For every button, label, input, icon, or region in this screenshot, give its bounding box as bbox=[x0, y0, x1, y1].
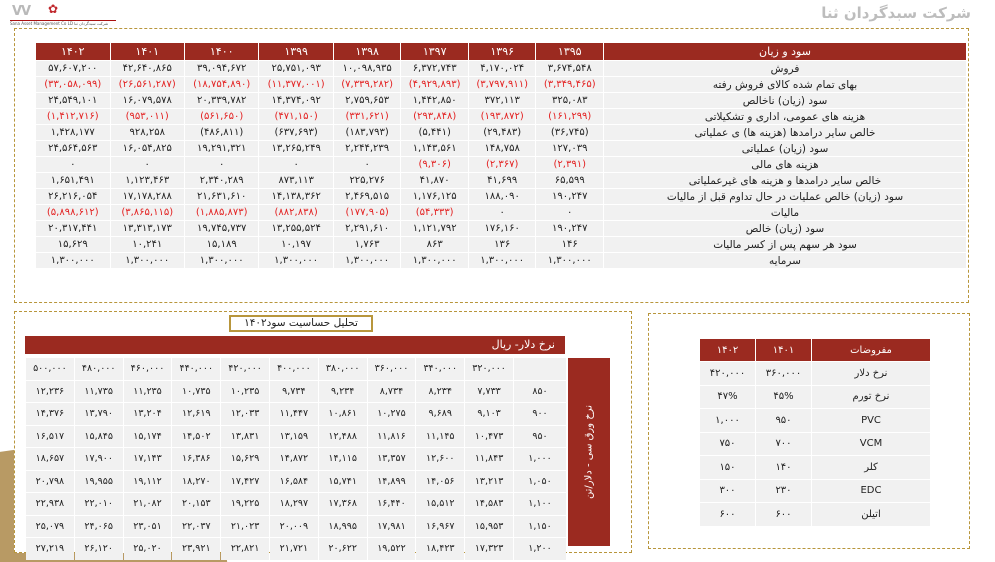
value-cell: (۵,۸۹۸,۶۱۲) bbox=[36, 205, 110, 220]
profit-cell: ۲۰,۷۹۸ bbox=[26, 471, 74, 493]
table-row bbox=[26, 516, 566, 538]
table-row bbox=[700, 480, 930, 503]
table-row bbox=[36, 221, 966, 236]
profit-cell: ۱۳,۷۹۰ bbox=[75, 403, 123, 425]
sensitivity-table bbox=[25, 357, 567, 561]
row-label: سود (زیان) ناخالص bbox=[604, 93, 966, 108]
profit-cell: ۱۷,۴۲۷ bbox=[221, 471, 269, 493]
profit-cell: ۲۰,۱۵۳ bbox=[172, 493, 220, 515]
row-label: فروش bbox=[604, 61, 966, 76]
value-cell: ۱,۳۰۰,۰۰۰ bbox=[36, 253, 110, 268]
assumption-label: نرخ تورم bbox=[812, 386, 930, 409]
value-cell: (۳۳۱,۶۲۱) bbox=[334, 109, 401, 124]
value-cell: ۲,۲۹۱,۶۱۰ bbox=[334, 221, 401, 236]
value-cell: (۳۳,۰۵۸,۰۹۹) bbox=[36, 77, 110, 92]
value-cell: (۴,۹۲۹,۸۹۳) bbox=[401, 77, 468, 92]
profit-cell: ۱۰,۷۳۵ bbox=[172, 381, 220, 403]
profit-cell: ۲۰,۶۲۲ bbox=[319, 538, 367, 560]
table-row bbox=[26, 381, 566, 403]
profit-cell: ۱۲,۰۳۳ bbox=[221, 403, 269, 425]
value-cell: ۱۵,۱۸۹ bbox=[185, 237, 258, 252]
value-cell: ۱۶,۰۷۹,۵۷۸ bbox=[111, 93, 184, 108]
assumptions-panel bbox=[648, 313, 970, 549]
assumption-value: ۴۲۰,۰۰۰ bbox=[700, 362, 755, 385]
profit-cell: ۱۵,۵۱۲ bbox=[416, 493, 464, 515]
assumption-label: اتیلن bbox=[812, 503, 930, 526]
value-cell: ۳۲۵,۰۸۳ bbox=[536, 93, 603, 108]
profit-cell: ۲۳,۹۲۱ bbox=[172, 538, 220, 560]
profit-cell: ۱۴,۸۷۲ bbox=[270, 448, 318, 470]
sheet-price-row-header: ۹۰۰ bbox=[514, 403, 566, 425]
table-row bbox=[36, 61, 966, 76]
profit-cell: ۱۱,۲۳۵ bbox=[124, 381, 172, 403]
value-cell: ۲۰,۳۳۹,۷۸۲ bbox=[185, 93, 258, 108]
dollar-rate-column-header: ۴۰۰,۰۰۰ bbox=[270, 358, 318, 380]
profit-cell: ۱۸,۲۹۷ bbox=[270, 493, 318, 515]
assumption-value: ۳۰۰ bbox=[700, 480, 755, 503]
value-cell: (۳,۸۶۵,۱۱۵) bbox=[111, 205, 184, 220]
table-row bbox=[26, 471, 566, 493]
value-cell: ۱۷۶,۱۶۰ bbox=[469, 221, 536, 236]
profit-cell: ۱۶,۵۱۷ bbox=[26, 426, 74, 448]
assumption-label: کلر bbox=[812, 456, 930, 479]
value-cell: ۲,۷۵۹,۶۵۳ bbox=[334, 93, 401, 108]
assumption-label: VCM bbox=[812, 433, 930, 456]
company-name: شرکت سبدگردان ثنا bbox=[821, 4, 971, 22]
value-cell: (۱,۸۸۵,۸۷۳) bbox=[185, 205, 258, 220]
value-cell: ۱,۳۰۰,۰۰۰ bbox=[536, 253, 603, 268]
column-header-year: ۱۴۰۱ bbox=[756, 339, 811, 361]
value-cell: ۰ bbox=[536, 205, 603, 220]
value-cell: ۱,۳۰۰,۰۰۰ bbox=[111, 253, 184, 268]
dollar-rate-column-header: ۵۰۰,۰۰۰ bbox=[26, 358, 74, 380]
profit-cell: ۱۷,۳۶۸ bbox=[319, 493, 367, 515]
assumption-value: ۱۴۰ bbox=[756, 456, 811, 479]
column-header-year: ۱۳۹۷ bbox=[401, 43, 468, 60]
value-cell: (۳,۳۴۹,۴۶۵) bbox=[536, 77, 603, 92]
value-cell: (۱۹۳,۸۷۲) bbox=[469, 109, 536, 124]
column-header-year: ۱۴۰۰ bbox=[185, 43, 258, 60]
dollar-rate-column-header: ۴۴۰,۰۰۰ bbox=[172, 358, 220, 380]
value-cell: ۸۷۳,۱۱۳ bbox=[259, 173, 332, 188]
value-cell: ۰ bbox=[259, 157, 332, 172]
profit-cell: ۲۵,۰۲۰ bbox=[124, 538, 172, 560]
value-cell: (۱۸,۷۵۴,۸۹۰) bbox=[185, 77, 258, 92]
table-row bbox=[26, 448, 566, 470]
table-row bbox=[26, 493, 566, 515]
dollar-rate-column-header: ۳۶۰,۰۰۰ bbox=[368, 358, 416, 380]
value-cell: ۱,۱۲۱,۷۹۲ bbox=[401, 221, 468, 236]
row-label: خالص سایر درامدها (هزینه ها) ی عملیاتی bbox=[604, 125, 966, 140]
profit-cell: ۱۶,۹۶۷ bbox=[416, 516, 464, 538]
profit-cell: ۲۱,۰۲۳ bbox=[221, 516, 269, 538]
dollar-rate-column-header: ۳۲۰,۰۰۰ bbox=[465, 358, 513, 380]
profit-cell: ۹,۲۳۴ bbox=[319, 381, 367, 403]
profit-cell: ۱۹,۲۲۵ bbox=[221, 493, 269, 515]
profit-cell: ۱۷,۳۲۳ bbox=[465, 538, 513, 560]
value-cell: ۱,۱۴۳,۵۶۱ bbox=[401, 141, 468, 156]
column-header-year: ۱۳۹۶ bbox=[469, 43, 536, 60]
value-cell: (۱۱,۳۷۷,۰۰۱) bbox=[259, 77, 332, 92]
row-label: هزینه های مالی bbox=[604, 157, 966, 172]
value-cell: (۲,۳۹۱) bbox=[536, 157, 603, 172]
value-cell: ۱,۱۲۳,۴۶۳ bbox=[111, 173, 184, 188]
assumptions-table bbox=[699, 338, 931, 527]
column-header-year: ۱۳۹۹ bbox=[259, 43, 332, 60]
value-cell: ۲۰,۳۱۷,۴۴۱ bbox=[36, 221, 110, 236]
assumption-label: نرخ دلار bbox=[812, 362, 930, 385]
sheet-price-row-header: ۱,۱۵۰ bbox=[514, 516, 566, 538]
value-cell: ۱۴۶ bbox=[536, 237, 603, 252]
value-cell: ۱۴۸,۷۵۸ bbox=[469, 141, 536, 156]
profit-cell: ۱۴,۸۹۹ bbox=[368, 471, 416, 493]
value-cell: ۱,۶۵۱,۴۹۱ bbox=[36, 173, 110, 188]
profit-cell: ۲۲,۸۲۱ bbox=[221, 538, 269, 560]
row-label: مالیات bbox=[604, 205, 966, 220]
value-cell: ۱۹,۲۹۱,۳۲۱ bbox=[185, 141, 258, 156]
profit-cell: ۲۴,۰۶۵ bbox=[75, 516, 123, 538]
profit-cell: ۱۱,۸۴۳ bbox=[465, 448, 513, 470]
value-cell: ۸۶۳ bbox=[401, 237, 468, 252]
value-cell: ۲۴,۵۴۹,۱۰۱ bbox=[36, 93, 110, 108]
table-header-row bbox=[36, 43, 966, 60]
value-cell: ۰ bbox=[111, 157, 184, 172]
value-cell: (۶۳۷,۶۹۳) bbox=[259, 125, 332, 140]
profit-cell: ۲۲,۰۱۰ bbox=[75, 493, 123, 515]
profit-cell: ۱۲,۶۱۹ bbox=[172, 403, 220, 425]
dollar-rate-axis-header: نرخ دلار- ریال bbox=[25, 336, 565, 354]
value-cell: ۵۷,۶۰۷,۲۰۰ bbox=[36, 61, 110, 76]
value-cell: ۱۲۷,۰۳۹ bbox=[536, 141, 603, 156]
profit-cell: ۷,۷۳۳ bbox=[465, 381, 513, 403]
dollar-rate-column-header: ۴۲۰,۰۰۰ bbox=[221, 358, 269, 380]
value-cell: ۱,۳۰۰,۰۰۰ bbox=[401, 253, 468, 268]
column-header-year: ۱۳۹۵ bbox=[536, 43, 603, 60]
value-cell: ۶۵,۵۹۹ bbox=[536, 173, 603, 188]
sheet-price-row-header: ۱,۱۰۰ bbox=[514, 493, 566, 515]
table-row bbox=[26, 403, 566, 425]
value-cell: ۴۱,۸۷۰ bbox=[401, 173, 468, 188]
value-cell: (۳,۷۹۷,۹۱۱) bbox=[469, 77, 536, 92]
value-cell: (۲۹۳,۸۴۸) bbox=[401, 109, 468, 124]
profit-cell: ۱۶,۳۸۶ bbox=[172, 448, 220, 470]
value-cell: ۱۰,۰۹۸,۹۳۵ bbox=[334, 61, 401, 76]
logo-caption: Sana Asset Management Co LD شرکت سبدگردان ثنا bbox=[10, 20, 116, 26]
profit-cell: ۱۶,۴۴۰ bbox=[368, 493, 416, 515]
profit-cell: ۲۳,۰۵۱ bbox=[124, 516, 172, 538]
column-header-label: مفروضات bbox=[812, 339, 930, 361]
table-row bbox=[36, 253, 966, 268]
table-row bbox=[36, 189, 966, 204]
value-cell: ۶,۳۷۲,۷۴۳ bbox=[401, 61, 468, 76]
row-label: خالص سایر درامدها و هزینه های غیرعملیاتی bbox=[604, 173, 966, 188]
profit-cell: ۱۵,۶۲۹ bbox=[221, 448, 269, 470]
profit-cell: ۱۳,۲۰۴ bbox=[124, 403, 172, 425]
table-row bbox=[36, 157, 966, 172]
column-header-year: ۱۴۰۲ bbox=[36, 43, 110, 60]
value-cell: ۹۲۸,۲۵۸ bbox=[111, 125, 184, 140]
profit-cell: ۱۹,۱۱۲ bbox=[124, 471, 172, 493]
value-cell: ۲۶,۲۱۶,۰۵۴ bbox=[36, 189, 110, 204]
company-logo bbox=[8, 2, 118, 26]
profit-cell: ۱۵,۱۷۴ bbox=[124, 426, 172, 448]
table-row bbox=[26, 538, 566, 560]
income-statement-panel bbox=[14, 28, 969, 303]
table-header-row bbox=[700, 339, 930, 361]
value-cell: ۱,۴۴۲,۸۵۰ bbox=[401, 93, 468, 108]
value-cell: ۱۶,۰۵۴,۸۲۵ bbox=[111, 141, 184, 156]
value-cell: (۹,۳۰۶) bbox=[401, 157, 468, 172]
profit-cell: ۱۱,۴۴۷ bbox=[270, 403, 318, 425]
assumption-value: ۴۵% bbox=[756, 386, 811, 409]
row-label: سرمایه bbox=[604, 253, 966, 268]
table-row bbox=[700, 409, 930, 432]
assumption-label: EDC bbox=[812, 480, 930, 503]
value-cell: (۹۵۳,۰۱۱) bbox=[111, 109, 184, 124]
value-cell: ۲,۲۴۴,۲۳۹ bbox=[334, 141, 401, 156]
profit-cell: ۲۶,۱۲۰ bbox=[75, 538, 123, 560]
profit-cell: ۱۰,۲۳۵ bbox=[221, 381, 269, 403]
row-label: سود (زیان) خالص bbox=[604, 221, 966, 236]
profit-cell: ۱۷,۱۴۳ bbox=[124, 448, 172, 470]
assumption-label: PVC bbox=[812, 409, 930, 432]
profit-cell: ۱۴,۰۵۶ bbox=[416, 471, 464, 493]
column-header-year: ۱۴۰۲ bbox=[700, 339, 755, 361]
table-row bbox=[36, 93, 966, 108]
value-cell: ۴۲,۶۴۰,۸۶۵ bbox=[111, 61, 184, 76]
value-cell: (۲,۳۶۷) bbox=[469, 157, 536, 172]
profit-cell: ۱۹,۵۲۲ bbox=[368, 538, 416, 560]
profit-cell: ۱۴,۵۸۳ bbox=[465, 493, 513, 515]
value-cell: (۱۶۱,۲۹۹) bbox=[536, 109, 603, 124]
income-statement-table bbox=[35, 42, 967, 269]
sheet-price-row-header: ۱,۰۰۰ bbox=[514, 448, 566, 470]
value-cell: ۲,۳۴۰,۲۸۹ bbox=[185, 173, 258, 188]
value-cell: ۱۳,۲۶۵,۲۴۹ bbox=[259, 141, 332, 156]
table-row bbox=[700, 362, 930, 385]
assumption-value: ۶۰۰ bbox=[756, 503, 811, 526]
value-cell: ۳۷۲,۱۱۳ bbox=[469, 93, 536, 108]
value-cell: ۰ bbox=[185, 157, 258, 172]
profit-cell: ۱۳,۸۳۱ bbox=[221, 426, 269, 448]
assumption-value: ۳۶۰,۰۰۰ bbox=[756, 362, 811, 385]
profit-cell: ۲۵,۰۷۹ bbox=[26, 516, 74, 538]
value-cell: ۱۷,۱۷۸,۲۸۸ bbox=[111, 189, 184, 204]
profit-cell: ۲۰,۰۰۹ bbox=[270, 516, 318, 538]
profit-cell: ۱۵,۷۴۱ bbox=[319, 471, 367, 493]
profit-cell: ۱۱,۷۳۵ bbox=[75, 381, 123, 403]
profit-cell: ۲۲,۹۳۸ bbox=[26, 493, 74, 515]
profit-cell: ۲۱,۰۸۲ bbox=[124, 493, 172, 515]
table-row bbox=[36, 77, 966, 92]
profit-cell: ۱۶,۵۸۴ bbox=[270, 471, 318, 493]
value-cell: ۱۹,۷۴۵,۷۳۷ bbox=[185, 221, 258, 236]
value-cell: ۳,۶۷۴,۵۴۸ bbox=[536, 61, 603, 76]
profit-cell: ۹,۷۳۴ bbox=[270, 381, 318, 403]
column-header-label: سود و زیان bbox=[604, 43, 966, 60]
value-cell: ۱۹۰,۲۴۷ bbox=[536, 189, 603, 204]
value-cell: (۱۸۳,۷۹۳) bbox=[334, 125, 401, 140]
profit-cell: ۱۷,۹۰۰ bbox=[75, 448, 123, 470]
value-cell: (۵۴,۳۳۳) bbox=[401, 205, 468, 220]
value-cell: ۱۴,۳۷۴,۰۹۲ bbox=[259, 93, 332, 108]
profit-cell: ۱۸,۹۹۵ bbox=[319, 516, 367, 538]
value-cell: ۱۴,۱۳۸,۳۶۲ bbox=[259, 189, 332, 204]
profit-cell: ۱۸,۴۲۳ bbox=[416, 538, 464, 560]
profit-cell: ۸,۲۳۴ bbox=[416, 381, 464, 403]
value-cell: ۱۰,۱۹۷ bbox=[259, 237, 332, 252]
dollar-rate-column-header: ۳۸۰,۰۰۰ bbox=[319, 358, 367, 380]
profit-cell: ۲۱,۷۲۱ bbox=[270, 538, 318, 560]
logo-mark: VV bbox=[12, 4, 31, 19]
profit-cell: ۱۲,۶۰۰ bbox=[416, 448, 464, 470]
value-cell: (۵,۴۴۱) bbox=[401, 125, 468, 140]
value-cell: ۲,۴۶۹,۵۱۵ bbox=[334, 189, 401, 204]
value-cell: (۲۶,۵۶۱,۲۸۷) bbox=[111, 77, 184, 92]
value-cell: ۱,۴۲۸,۱۷۷ bbox=[36, 125, 110, 140]
sheet-price-row-header: ۱,۰۵۰ bbox=[514, 471, 566, 493]
row-label: سود (زیان) عملیاتی bbox=[604, 141, 966, 156]
value-cell: ۱,۳۰۰,۰۰۰ bbox=[469, 253, 536, 268]
table-row bbox=[700, 503, 930, 526]
value-cell: ۱۵,۶۲۹ bbox=[36, 237, 110, 252]
value-cell: ۴۱,۶۹۹ bbox=[469, 173, 536, 188]
column-header-year: ۱۴۰۱ bbox=[111, 43, 184, 60]
profit-cell: ۱۴,۳۷۶ bbox=[26, 403, 74, 425]
value-cell: ۲۱,۶۳۱,۶۱۰ bbox=[185, 189, 258, 204]
row-label: هزینه های عمومی، اداری و تشکیلاتی bbox=[604, 109, 966, 124]
profit-cell: ۱۳,۳۵۷ bbox=[368, 448, 416, 470]
profit-cell: ۲۷,۲۱۹ bbox=[26, 538, 74, 560]
value-cell: ۱۳۶ bbox=[469, 237, 536, 252]
assumption-value: ۲۳۰ bbox=[756, 480, 811, 503]
profit-cell: ۱۵,۸۴۵ bbox=[75, 426, 123, 448]
profit-cell: ۱۰,۸۶۱ bbox=[319, 403, 367, 425]
value-cell: ۱,۳۰۰,۰۰۰ bbox=[259, 253, 332, 268]
profit-cell: ۱۴,۵۰۲ bbox=[172, 426, 220, 448]
table-row bbox=[36, 173, 966, 188]
value-cell: (۴۷۱,۱۵۰) bbox=[259, 109, 332, 124]
profit-cell: ۱۵,۹۵۳ bbox=[465, 516, 513, 538]
value-cell: ۲۲۵,۲۷۶ bbox=[334, 173, 401, 188]
table-row bbox=[26, 426, 566, 448]
table-row bbox=[36, 109, 966, 124]
value-cell: ۱,۱۷۶,۱۲۵ bbox=[401, 189, 468, 204]
assumption-value: ۱۵۰ bbox=[700, 456, 755, 479]
column-header-year: ۱۳۹۸ bbox=[334, 43, 401, 60]
value-cell: (۴۸۶,۸۱۱) bbox=[185, 125, 258, 140]
profit-cell: ۱۴,۱۱۵ bbox=[319, 448, 367, 470]
sheet-price-axis-header bbox=[568, 358, 610, 546]
profit-cell: ۱۸,۲۷۰ bbox=[172, 471, 220, 493]
row-label: بهای تمام شده کالای فروش رفته bbox=[604, 77, 966, 92]
value-cell: ۲۴,۵۶۴,۵۶۳ bbox=[36, 141, 110, 156]
table-row bbox=[36, 141, 966, 156]
value-cell: (۱,۴۱۲,۷۱۶) bbox=[36, 109, 110, 124]
profit-cell: ۱۱,۱۴۵ bbox=[416, 426, 464, 448]
corner-cell bbox=[514, 358, 566, 380]
profit-cell: ۱۸,۶۵۷ bbox=[26, 448, 74, 470]
value-cell: ۱,۷۶۳ bbox=[334, 237, 401, 252]
value-cell: ۱,۳۰۰,۰۰۰ bbox=[334, 253, 401, 268]
table-row bbox=[36, 205, 966, 220]
value-cell: (۲۹,۴۸۳) bbox=[469, 125, 536, 140]
table-header-row bbox=[26, 358, 566, 380]
table-row bbox=[700, 386, 930, 409]
table-row bbox=[700, 433, 930, 456]
value-cell: (۸۸۲,۸۳۸) bbox=[259, 205, 332, 220]
assumption-value: ۷۵۰ bbox=[700, 433, 755, 456]
dollar-rate-column-header: ۳۴۰,۰۰۰ bbox=[416, 358, 464, 380]
value-cell: (۵۶۱,۶۵۰) bbox=[185, 109, 258, 124]
logo-flower-icon: ✿ bbox=[48, 2, 59, 16]
value-cell: ۲۵,۷۵۱,۰۹۳ bbox=[259, 61, 332, 76]
profit-cell: ۱۳,۱۵۹ bbox=[270, 426, 318, 448]
value-cell: ۰ bbox=[36, 157, 110, 172]
profit-cell: ۱۱,۸۱۶ bbox=[368, 426, 416, 448]
profit-cell: ۹,۱۰۳ bbox=[465, 403, 513, 425]
value-cell: ۱۰,۲۴۱ bbox=[111, 237, 184, 252]
sheet-price-axis-label: نرخ ورق سی - دلار/تن bbox=[583, 405, 595, 499]
profit-cell: ۱۰,۲۷۵ bbox=[368, 403, 416, 425]
row-label: سود هر سهم پس از کسر مالیات bbox=[604, 237, 966, 252]
value-cell: ۱۸۸,۰۹۰ bbox=[469, 189, 536, 204]
dollar-rate-column-header: ۴۸۰,۰۰۰ bbox=[75, 358, 123, 380]
assumption-value: ۶۰۰ bbox=[700, 503, 755, 526]
profit-cell: ۱۳,۲۱۳ bbox=[465, 471, 513, 493]
assumption-value: ۷۰۰ bbox=[756, 433, 811, 456]
value-cell: ۳۹,۰۹۴,۶۷۲ bbox=[185, 61, 258, 76]
profit-cell: ۱۹,۹۵۵ bbox=[75, 471, 123, 493]
value-cell: ۴,۱۷۰,۰۲۴ bbox=[469, 61, 536, 76]
profit-cell: ۱۲,۲۳۶ bbox=[26, 381, 74, 403]
value-cell: ۰ bbox=[469, 205, 536, 220]
profit-cell: ۹,۶۸۹ bbox=[416, 403, 464, 425]
profit-cell: ۲۲,۰۳۷ bbox=[172, 516, 220, 538]
sheet-price-row-header: ۹۵۰ bbox=[514, 426, 566, 448]
value-cell: ۰ bbox=[334, 157, 401, 172]
sensitivity-panel bbox=[14, 311, 632, 553]
value-cell: ۱۳,۲۵۵,۵۲۴ bbox=[259, 221, 332, 236]
assumption-value: ۴۷% bbox=[700, 386, 755, 409]
sheet-price-row-header: ۸۵۰ bbox=[514, 381, 566, 403]
value-cell: ۱۹۰,۲۴۷ bbox=[536, 221, 603, 236]
table-row bbox=[700, 456, 930, 479]
sheet-price-row-header: ۱,۲۰۰ bbox=[514, 538, 566, 560]
table-row bbox=[36, 125, 966, 140]
assumption-value: ۱,۰۰۰ bbox=[700, 409, 755, 432]
table-row bbox=[36, 237, 966, 252]
value-cell: ۱۳,۳۱۳,۱۷۳ bbox=[111, 221, 184, 236]
value-cell: (۳۶,۷۴۵) bbox=[536, 125, 603, 140]
profit-cell: ۸,۷۳۴ bbox=[368, 381, 416, 403]
profit-cell: ۱۰,۴۷۳ bbox=[465, 426, 513, 448]
value-cell: (۷,۳۳۹,۲۸۲) bbox=[334, 77, 401, 92]
profit-cell: ۱۲,۴۸۸ bbox=[319, 426, 367, 448]
value-cell: ۱,۳۰۰,۰۰۰ bbox=[185, 253, 258, 268]
assumption-value: ۹۵۰ bbox=[756, 409, 811, 432]
profit-cell: ۱۷,۹۸۱ bbox=[368, 516, 416, 538]
row-label: سود (زیان) خالص عملیات در حال تداوم قبل از مالیات bbox=[604, 189, 966, 204]
sensitivity-title: تحلیل حساسیت سود۱۴۰۲ bbox=[229, 315, 373, 332]
dollar-rate-column-header: ۴۶۰,۰۰۰ bbox=[124, 358, 172, 380]
value-cell: (۱۷۷,۹۰۵) bbox=[334, 205, 401, 220]
